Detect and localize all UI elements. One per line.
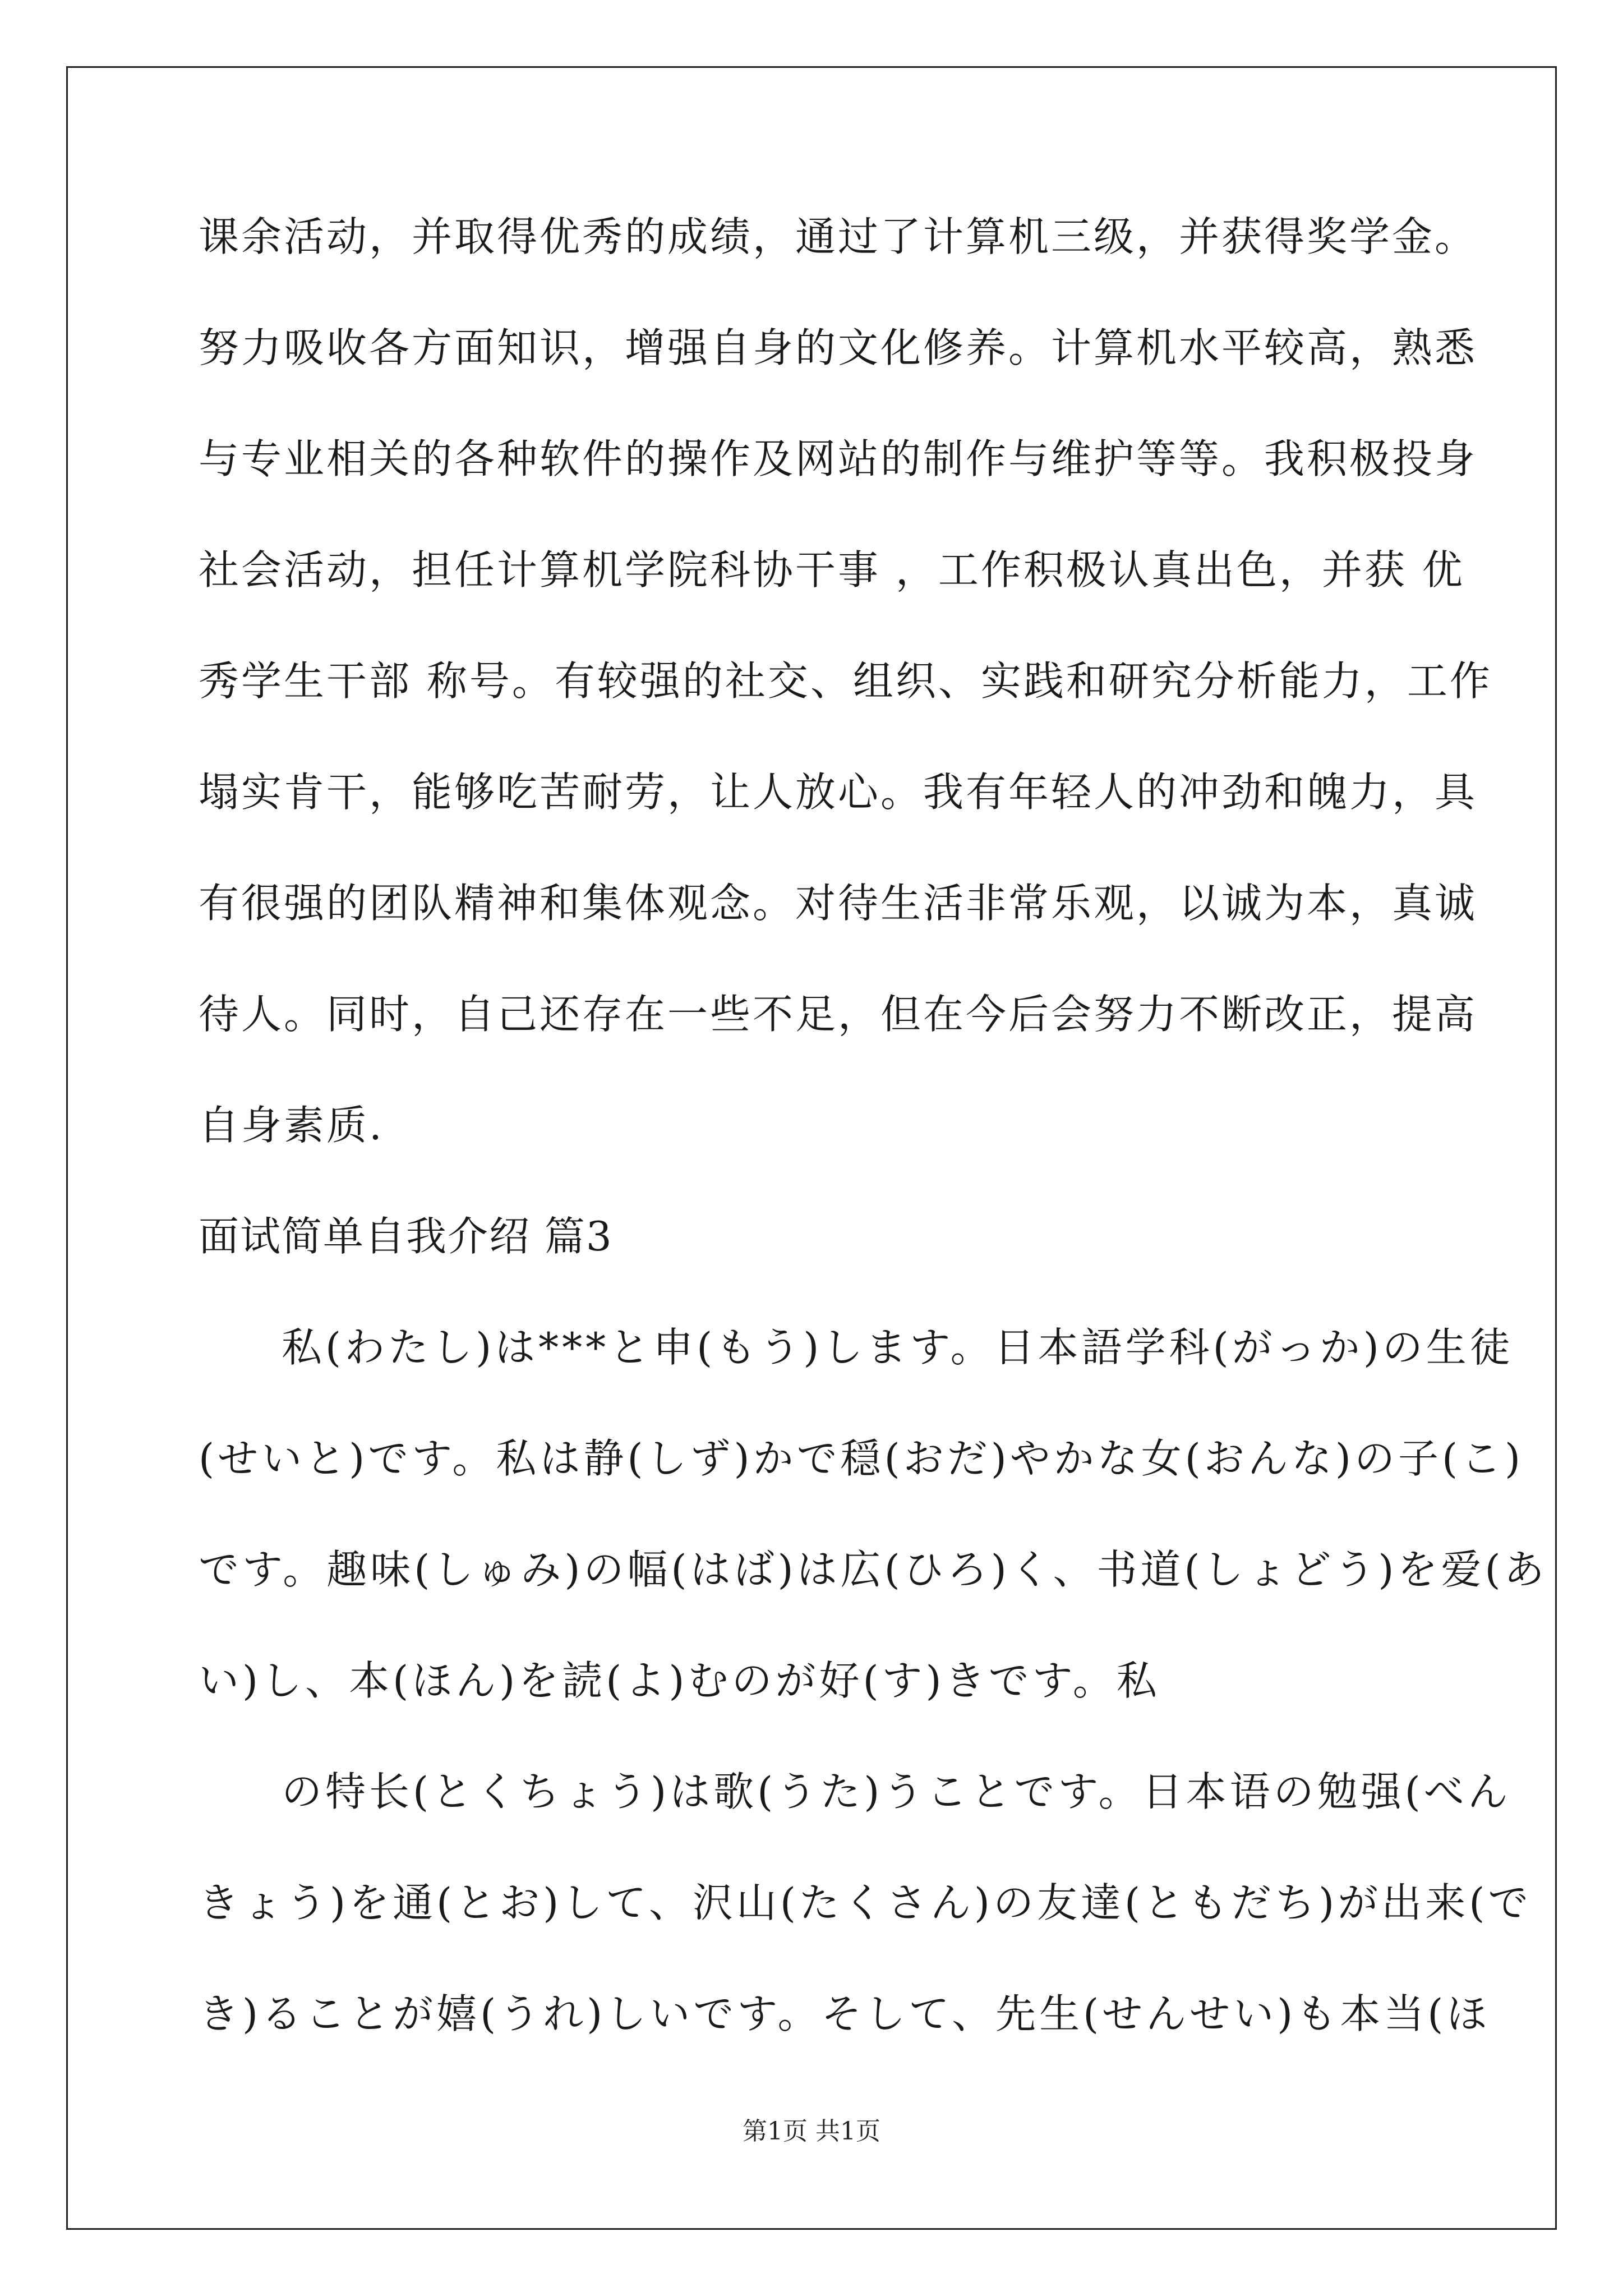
paragraph-1-line: 努力吸收各方面知识，增强自身的文化修养。计算机水平较高，熟悉 bbox=[199, 324, 1478, 371]
paragraph-1-line: 与专业相关的各种软件的操作及网站的制作与维护等等。我积极投身 bbox=[199, 435, 1478, 482]
paragraph-1-line: 课余活动，并取得优秀的成绩，通过了计算机三级，并获得奖学金。 bbox=[199, 213, 1478, 260]
paragraph-1-line: 自身素质. bbox=[199, 1102, 384, 1149]
paragraph-2-line: です。趣味(しゅみ)の幅(はば)は広(ひろ)く、书道(しょどう)を爱(あ bbox=[199, 1546, 1548, 1593]
paragraph-2-line: い)し、本(ほん)を読(よ)むのが好(す)きです。私 bbox=[199, 1657, 1160, 1704]
paragraph-1-line: 有很强的团队精神和集体观念。对待生活非常乐观，以诚为本，真诚 bbox=[199, 880, 1478, 927]
section-heading: 面试简单自我介绍 篇3 bbox=[199, 1213, 613, 1260]
paragraph-2-line: (せいと)です。私は静(しず)かで穏(おだ)やかな女(おんな)の子(こ) bbox=[199, 1435, 1524, 1482]
page-number-footer: 第1页 共1页 bbox=[743, 2117, 880, 2146]
paragraph-1-line: 社会活动，担任计算机学院科协干事 ，工作积极认真出色，并获 优 bbox=[199, 546, 1465, 593]
paragraph-2-line: 私(わたし)は***と申(もう)します。日本語学科(がっか)の生徒 bbox=[282, 1324, 1514, 1371]
paragraph-1-line: 待人。同时，自己还存在一些不足，但在今后会努力不断改正，提高 bbox=[199, 991, 1478, 1038]
paragraph-3-line: の特长(とくちょう)は歌(うた)うことです。日本语の勉强(べん bbox=[282, 1768, 1511, 1815]
paragraph-3-line: きょう)を通(とお)して、沢山(たくさん)の友達(ともだち)が出来(で bbox=[199, 1879, 1532, 1926]
paragraph-1-line: 塌实肯干，能够吃苦耐劳，让人放心。我有年轻人的冲劲和魄力，具 bbox=[199, 769, 1478, 816]
paragraph-1-line: 秀学生干部 称号。有较强的社交、组织、实践和研究分析能力，工作 bbox=[199, 657, 1492, 705]
document-body bbox=[199, 203, 1548, 2091]
paragraph-3-line: き)ることが嬉(うれ)しいです。そして、先生(せんせい)も本当(ほ bbox=[199, 1990, 1491, 2037]
